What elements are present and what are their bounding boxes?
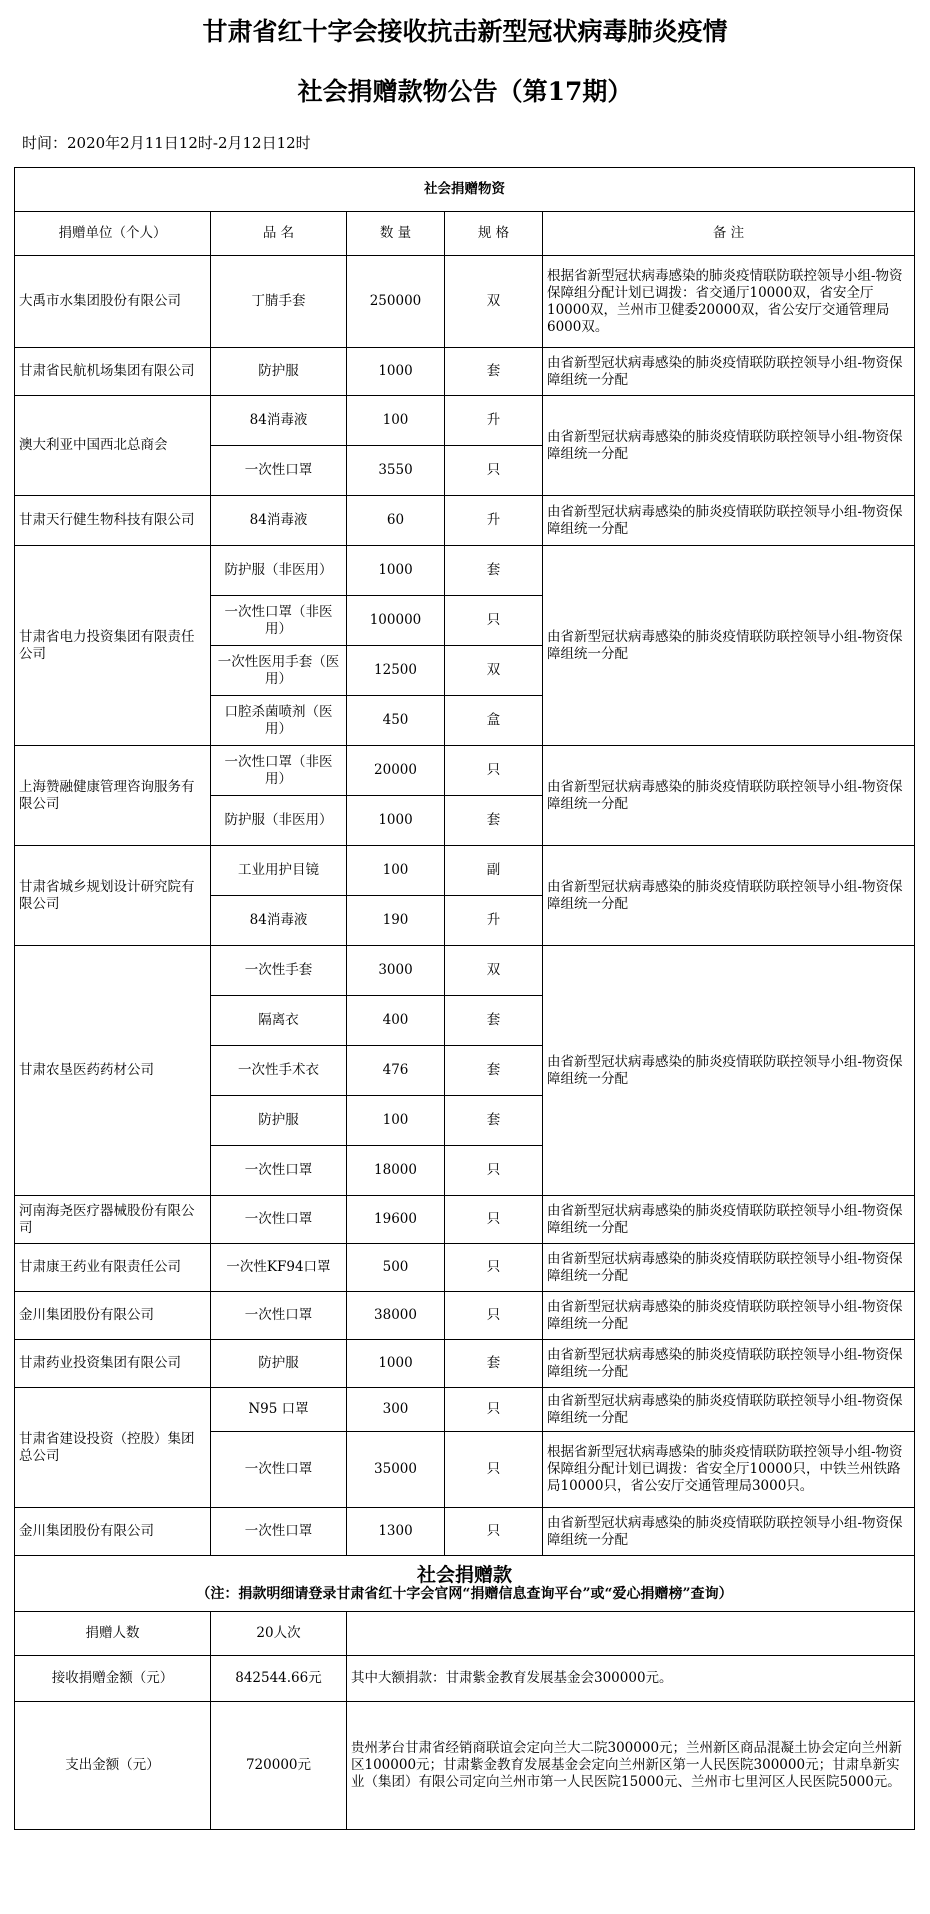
remark-cell: 由省新型冠状病毒感染的肺炎疫情联防联控领导小组-物资保障组统一分配 [543, 1244, 915, 1292]
donor-cell: 金川集团股份有限公司 [15, 1508, 211, 1556]
qty-cell: 1300 [347, 1508, 445, 1556]
money-section-header [15, 1556, 915, 1612]
received-amount-label: 接收捐赠金额（元） [15, 1656, 211, 1702]
unit-cell: 套 [445, 1046, 543, 1096]
table-row [15, 256, 915, 348]
donation-table [14, 167, 915, 1830]
qty-cell: 250000 [347, 256, 445, 348]
remark-cell: 由省新型冠状病毒感染的肺炎疫情联防联控领导小组-物资保障组统一分配 [543, 946, 915, 1196]
money-section-title: 社会捐赠款 [416, 1564, 512, 1586]
donor-cell: 澳大利亚中国西北总商会 [15, 396, 211, 496]
unit-cell: 只 [445, 1388, 543, 1432]
item-cell: 一次性口罩（非医用） [211, 746, 347, 796]
time-range: 时间：2020年2月11日12时-2月12日12时 [22, 134, 311, 152]
qty-cell: 3000 [347, 946, 445, 996]
spent-amount-remark: 贵州茅台甘肃省经销商联谊会定向兰大二院300000元；兰州新区商品混凝土协会定向兰州新区100000元；甘肃紫金教育发展基金会定向兰州新区第一人民医院300000元；甘肃阜新实业（集团）有限公司定向兰州市第一人民医院15000元、兰州市七里河区人民医院5000元。 [347, 1702, 915, 1830]
remark-cell: 由省新型冠状病毒感染的肺炎疫情联防联控领导小组-物资保障组统一分配 [543, 396, 915, 496]
remark-cell: 根据省新型冠状病毒感染的肺炎疫情联防联控领导小组-物资保障组分配计划已调拨：省交通厅10000双，省安全厅10000双，兰州市卫健委20000双，省公安厅交通管理局6000双。 [543, 256, 915, 348]
unit-cell: 只 [445, 1292, 543, 1340]
remark-cell: 由省新型冠状病毒感染的肺炎疫情联防联控领导小组-物资保障组统一分配 [543, 496, 915, 546]
qty-cell: 38000 [347, 1292, 445, 1340]
unit-cell: 只 [445, 1508, 543, 1556]
unit-cell: 只 [445, 1432, 543, 1508]
qty-cell: 35000 [347, 1432, 445, 1508]
header-item: 品 名 [211, 212, 347, 256]
unit-cell: 双 [445, 256, 543, 348]
header-qty: 数 量 [347, 212, 445, 256]
item-cell: 一次性口罩 [211, 1196, 347, 1244]
donors-count-remark [347, 1612, 915, 1656]
qty-cell: 12500 [347, 646, 445, 696]
table-row [15, 746, 915, 796]
item-cell: 一次性手套 [211, 946, 347, 996]
qty-cell: 100 [347, 846, 445, 896]
title-line-2: 社会捐赠款物公告（第17期） [297, 77, 633, 106]
spent-amount-label: 支出金额（元） [15, 1702, 211, 1830]
item-cell: 一次性KF94口罩 [211, 1244, 347, 1292]
materials-section-title: 社会捐赠物资 [15, 168, 915, 212]
item-cell: 防护服（非医用） [211, 546, 347, 596]
donor-cell: 甘肃康王药业有限责任公司 [15, 1244, 211, 1292]
table-row [15, 1656, 915, 1702]
remark-cell: 根据省新型冠状病毒感染的肺炎疫情联防联控领导小组-物资保障组分配计划已调拨：省安全厅10000只，中铁兰州铁路局10000只，省公安厅交通管理局3000只。 [543, 1432, 915, 1508]
qty-cell: 60 [347, 496, 445, 546]
item-cell: 隔离衣 [211, 996, 347, 1046]
unit-cell: 只 [445, 1244, 543, 1292]
donor-cell: 大禹市水集团股份有限公司 [15, 256, 211, 348]
table-row [15, 1292, 915, 1340]
item-cell: 84消毒液 [211, 896, 347, 946]
table-row [15, 1612, 915, 1656]
item-cell: 一次性口罩 [211, 1508, 347, 1556]
donor-cell: 河南海尧医疗器械股份有限公司 [15, 1196, 211, 1244]
item-cell: N95 口罩 [211, 1388, 347, 1432]
item-cell: 工业用护目镜 [211, 846, 347, 896]
item-cell: 84消毒液 [211, 496, 347, 546]
unit-cell: 副 [445, 846, 543, 896]
donor-cell: 上海赞融健康管理咨询服务有限公司 [15, 746, 211, 846]
qty-cell: 450 [347, 696, 445, 746]
unit-cell: 升 [445, 496, 543, 546]
money-section-note: （注：捐款明细请登录甘肃省红十字会官网“捐赠信息查询平台”或“爱心捐赠榜”查询） [196, 1586, 733, 1602]
unit-cell: 套 [445, 1096, 543, 1146]
item-cell: 一次性手术衣 [211, 1046, 347, 1096]
qty-cell: 476 [347, 1046, 445, 1096]
qty-cell: 300 [347, 1388, 445, 1432]
item-cell: 防护服（非医用） [211, 796, 347, 846]
qty-cell: 400 [347, 996, 445, 1046]
donors-count-label: 捐赠人数 [15, 1612, 211, 1656]
donors-count-value: 20人次 [211, 1612, 347, 1656]
remark-cell: 由省新型冠状病毒感染的肺炎疫情联防联控领导小组-物资保障组统一分配 [543, 546, 915, 746]
table-row [15, 1508, 915, 1556]
donor-cell: 甘肃省电力投资集团有限责任公司 [15, 546, 211, 746]
unit-cell: 套 [445, 1340, 543, 1388]
qty-cell: 18000 [347, 1146, 445, 1196]
unit-cell: 双 [445, 946, 543, 996]
unit-cell: 只 [445, 746, 543, 796]
remark-cell: 由省新型冠状病毒感染的肺炎疫情联防联控领导小组-物资保障组统一分配 [543, 348, 915, 396]
unit-cell: 套 [445, 546, 543, 596]
unit-cell: 套 [445, 996, 543, 1046]
item-cell: 防护服 [211, 348, 347, 396]
unit-cell: 只 [445, 1196, 543, 1244]
remark-cell: 由省新型冠状病毒感染的肺炎疫情联防联控领导小组-物资保障组统一分配 [543, 1196, 915, 1244]
item-cell: 丁腈手套 [211, 256, 347, 348]
qty-cell: 100 [347, 1096, 445, 1146]
remark-cell: 由省新型冠状病毒感染的肺炎疫情联防联控领导小组-物资保障组统一分配 [543, 1292, 915, 1340]
unit-cell: 升 [445, 896, 543, 946]
title-line-1: 甘肃省红十字会接收抗击新型冠状病毒肺炎疫情 [202, 17, 728, 46]
remark-cell: 由省新型冠状病毒感染的肺炎疫情联防联控领导小组-物资保障组统一分配 [543, 1340, 915, 1388]
unit-cell: 只 [445, 1146, 543, 1196]
header-unit: 规 格 [445, 212, 543, 256]
donor-cell: 金川集团股份有限公司 [15, 1292, 211, 1340]
donor-cell: 甘肃省城乡规划设计研究院有限公司 [15, 846, 211, 946]
qty-cell: 500 [347, 1244, 445, 1292]
qty-cell: 3550 [347, 446, 445, 496]
unit-cell: 套 [445, 796, 543, 846]
item-cell: 一次性口罩 [211, 1292, 347, 1340]
table-row [15, 496, 915, 546]
qty-cell: 20000 [347, 746, 445, 796]
table-row [15, 546, 915, 596]
table-row [15, 846, 915, 896]
qty-cell: 100000 [347, 596, 445, 646]
unit-cell: 只 [445, 596, 543, 646]
donor-cell: 甘肃药业投资集团有限公司 [15, 1340, 211, 1388]
item-cell: 一次性口罩 [211, 446, 347, 496]
unit-cell: 只 [445, 446, 543, 496]
table-row [15, 348, 915, 396]
header-remark: 备 注 [543, 212, 915, 256]
table-row [15, 1388, 915, 1432]
table-row [15, 946, 915, 996]
unit-cell: 套 [445, 348, 543, 396]
qty-cell: 1000 [347, 1340, 445, 1388]
remark-cell: 由省新型冠状病毒感染的肺炎疫情联防联控领导小组-物资保障组统一分配 [543, 746, 915, 846]
donor-cell: 甘肃农垦医药药材公司 [15, 946, 211, 1196]
donor-cell: 甘肃省民航机场集团有限公司 [15, 348, 211, 396]
qty-cell: 19600 [347, 1196, 445, 1244]
header-donor: 捐赠单位（个人） [15, 212, 211, 256]
qty-cell: 100 [347, 396, 445, 446]
item-cell: 84消毒液 [211, 396, 347, 446]
qty-cell: 1000 [347, 546, 445, 596]
item-cell: 防护服 [211, 1096, 347, 1146]
table-row [15, 396, 915, 446]
item-cell: 口腔杀菌喷剂（医用） [211, 696, 347, 746]
unit-cell: 升 [445, 396, 543, 446]
item-cell: 一次性口罩（非医用） [211, 596, 347, 646]
received-amount-value: 842544.66元 [211, 1656, 347, 1702]
remark-cell: 由省新型冠状病毒感染的肺炎疫情联防联控领导小组-物资保障组统一分配 [543, 1508, 915, 1556]
table-row [15, 1244, 915, 1292]
spent-amount-value: 720000元 [211, 1702, 347, 1830]
received-amount-remark: 其中大额捐款：甘肃紫金教育发展基金会300000元。 [347, 1656, 915, 1702]
qty-cell: 1000 [347, 796, 445, 846]
remark-cell: 由省新型冠状病毒感染的肺炎疫情联防联控领导小组-物资保障组统一分配 [543, 846, 915, 946]
unit-cell: 盒 [445, 696, 543, 746]
item-cell: 一次性医用手套（医用） [211, 646, 347, 696]
qty-cell: 1000 [347, 348, 445, 396]
item-cell: 一次性口罩 [211, 1146, 347, 1196]
item-cell: 一次性口罩 [211, 1432, 347, 1508]
donor-cell: 甘肃天行健生物科技有限公司 [15, 496, 211, 546]
qty-cell: 190 [347, 896, 445, 946]
table-row [15, 1702, 915, 1830]
remark-cell: 由省新型冠状病毒感染的肺炎疫情联防联控领导小组-物资保障组统一分配 [543, 1388, 915, 1432]
donor-cell: 甘肃省建设投资（控股）集团总公司 [15, 1388, 211, 1508]
unit-cell: 双 [445, 646, 543, 696]
table-row [15, 1196, 915, 1244]
item-cell: 防护服 [211, 1340, 347, 1388]
table-row [15, 1340, 915, 1388]
